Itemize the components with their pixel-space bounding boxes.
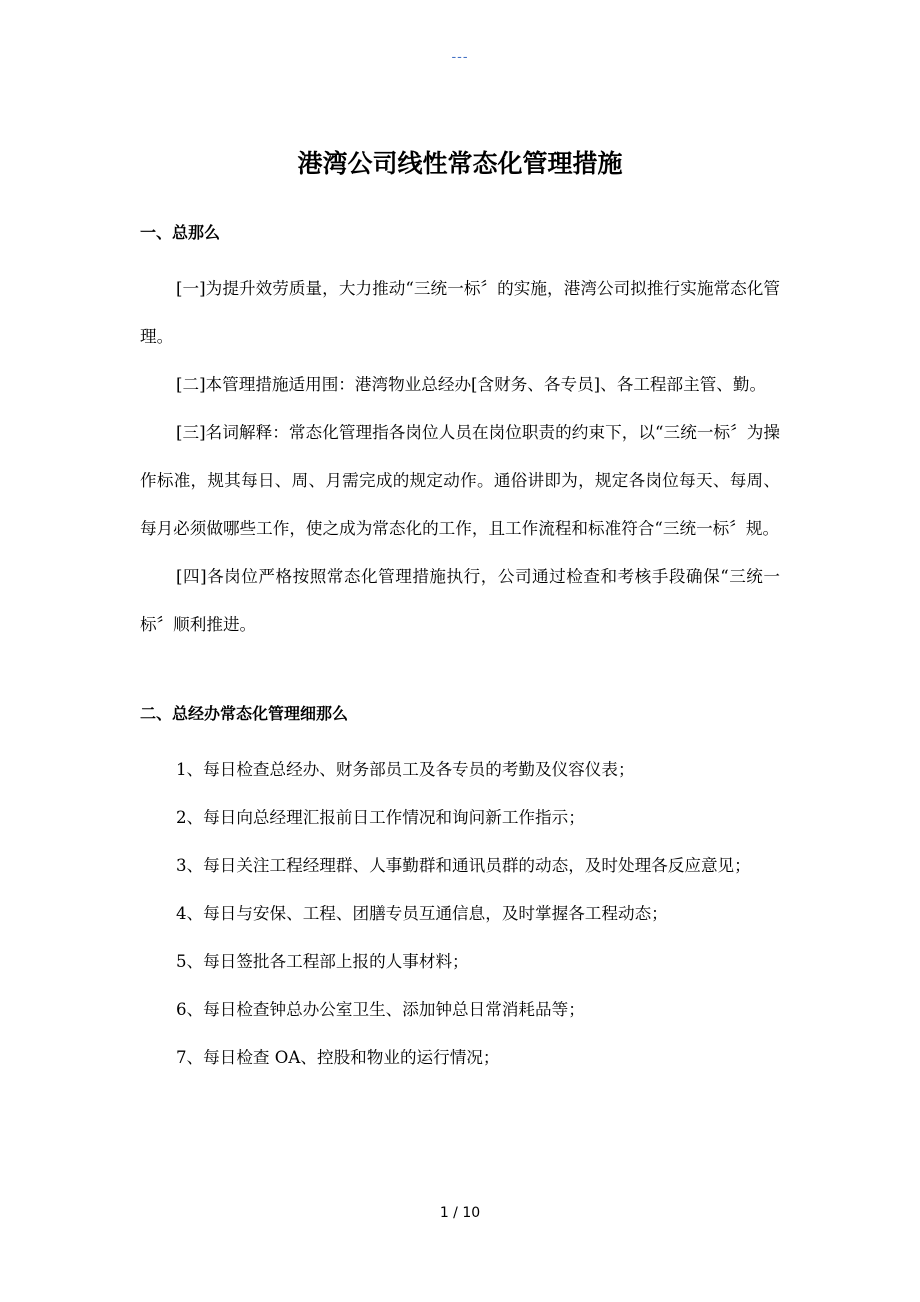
list-item: 3、每日关注工程经理群、人事勤群和通讯员群的动态，及时处理各反应意见； [176, 856, 751, 875]
list-item: 1、每日检查总经办、财务部员工及各专员的考勤及仪容仪表； [176, 760, 635, 779]
paragraph-4: [四]各岗位严格按照常态化管理措施执行，公司通过检查和考核手段确保“三统一标〞顺利推进。 [140, 567, 780, 634]
section-heading-general: 一、总那么 [140, 223, 221, 242]
paragraph-2: [二]本管理措施适用围：港湾物业总经办[含财务、各专员]、各工程部主管、勤。 [176, 375, 767, 394]
section-spacer [140, 649, 780, 699]
list-item: 5、每日签批各工程部上报的人事材料； [176, 952, 469, 971]
list-item: 6、每日检查钟总办公室卫生、添加钟总日常消耗品等； [176, 1000, 585, 1019]
list-item: 2、每日向总经理汇报前日工作情况和询问新工作指示； [176, 808, 585, 827]
page-number: 1 / 10 [439, 1205, 481, 1221]
document-title: 港湾公司线性常态化管理措施 [297, 149, 623, 178]
list-item: 7、每日检查 OA、控股和物业的运行情况； [176, 1048, 500, 1067]
page-header-mark: --- [451, 50, 469, 65]
paragraph-3: [三]名词解释：常态化管理指各岗位人员在岗位职责的约束下，以“三统一标〞为操作标准，规其每日、周、月需完成的规定动作。通俗讲即为，规定各岗位每天、每周、每月必须做哪些工作，使之成为常态化的工作，且工作流程和标准符合“三统一标〞规。 [140, 423, 780, 538]
list-item: 4、每日与安保、工程、团膳专员互通信息，及时掌握各工程动态； [176, 904, 668, 923]
document-body [140, 218, 780, 1082]
section-heading-office-rules: 二、总经办常态化管理细那么 [140, 704, 349, 723]
paragraph-1: [一]为提升效劳质量，大力推动“三统一标〞的实施，港湾公司拟推行实施常态化管理。 [140, 279, 780, 346]
